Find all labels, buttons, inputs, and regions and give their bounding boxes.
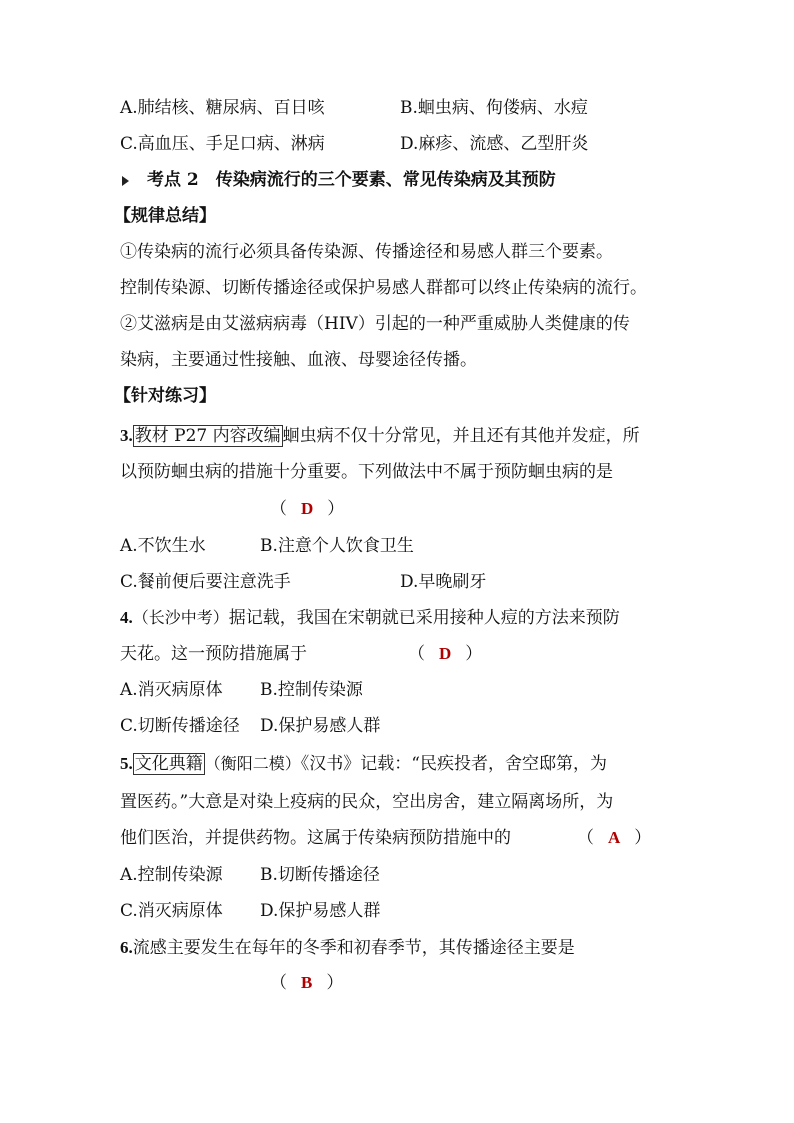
summary-heading: 【规律总结】 (114, 206, 216, 226)
q5-answer: A (608, 828, 621, 847)
q4-option-c: C.切断传播途径 (120, 716, 240, 736)
q5-line-2: 置医药。”大意是对染上疫病的民众，空出房舍，建立隔离场所，为 (120, 792, 614, 812)
q5-answer-box: （ A ） (577, 828, 652, 847)
q3-option-a: A.不饮生水 (120, 536, 206, 556)
q5-source-tag: 文化典籍 (134, 754, 203, 774)
q3-option-c: C.餐前便后要注意洗手 (120, 572, 291, 592)
q5-line-3: 他们医治，并提供药物。这属于传染病预防措施中的 (120, 828, 511, 848)
q5-option-a: A.控制传染源 (120, 865, 223, 885)
q6-line-1 (120, 937, 575, 959)
q3-option-b: B.注意个人饮食卫生 (260, 536, 414, 556)
q3-number: 3. (120, 426, 133, 445)
q2-option-b: B.蛔虫病、佝偻病、水痘 (400, 98, 588, 118)
q2-option-c: C.高血压、手足口病、淋病 (120, 134, 325, 154)
summary-line-4: 染病，主要通过性接触、血液、母婴途径传播。 (120, 350, 477, 370)
q6-answer: B (301, 973, 313, 992)
q3-option-d: D.早晚刷牙 (400, 572, 487, 592)
q5-option-d: D.保护易感人群 (260, 901, 381, 921)
q4-text-1: 据记载，我国在宋朝就已采用接种人痘的方法来预防 (228, 608, 620, 628)
q5-option-b: B.切断传播途径 (260, 865, 380, 885)
q4-source-note: （长沙中考） (132, 608, 229, 627)
q6-text-1: 流感主要发生在每年的冬季和初春季节，其传播途径主要是 (132, 938, 575, 958)
q3-answer: D (301, 499, 314, 518)
q6-number: 6. (120, 938, 133, 957)
q4-answer: D (439, 644, 452, 663)
q4-option-b: B.控制传染源 (260, 680, 363, 700)
section-title: 考点 2 传染病流行的三个要素、常见传染病及其预防 (147, 170, 556, 190)
q5-source-note: （衡阳二模） (204, 754, 301, 773)
q4-answer-box: （ D ） (408, 644, 483, 663)
q5-line-1 (120, 753, 607, 775)
triangle-bullet-icon (122, 176, 129, 186)
section-heading (122, 169, 556, 191)
q4-line-1 (120, 607, 620, 629)
q5-text-1: 《汉书》记载：“民疾投者，舍空邸第，为 (300, 754, 607, 774)
q3-text-1: 蛔虫病不仅十分常见，并且还有其他并发症，所 (282, 426, 640, 446)
q4-number: 4. (120, 608, 133, 627)
summary-line-2: 控制传染源、切断传播途径或保护易感人群都可以终止传染病的流行。 (120, 278, 647, 298)
q2-option-d: D.麻疹、流感、乙型肝炎 (400, 134, 589, 154)
q5-number: 5. (120, 754, 133, 773)
q4-option-d: D.保护易感人群 (260, 716, 381, 736)
practice-heading: 【针对练习】 (114, 386, 216, 406)
summary-line-1: ①传染病的流行必须具备传染源、传播途径和易感人群三个要素。 (120, 242, 613, 262)
q3-line-1 (120, 425, 640, 447)
q6-answer-box: （ B ） (270, 973, 344, 992)
q4-option-a: A.消灭病原体 (120, 680, 223, 700)
q3-source-tag: 教材 P27 内容改编 (134, 426, 281, 446)
q3-answer-box: （ D ） (270, 499, 345, 518)
q5-option-c: C.消灭病原体 (120, 901, 223, 921)
summary-line-3: ②艾滋病是由艾滋病病毒（HIV）引起的一种严重威胁人类健康的传 (120, 314, 630, 334)
q2-option-a: A.肺结核、糖尿病、百日咳 (120, 98, 325, 118)
q3-line-2: 以预防蛔虫病的措施十分重要。下列做法中不属于预防蛔虫病的是 (120, 462, 613, 482)
q4-line-2: 天花。这一预防措施属于 (120, 644, 307, 664)
